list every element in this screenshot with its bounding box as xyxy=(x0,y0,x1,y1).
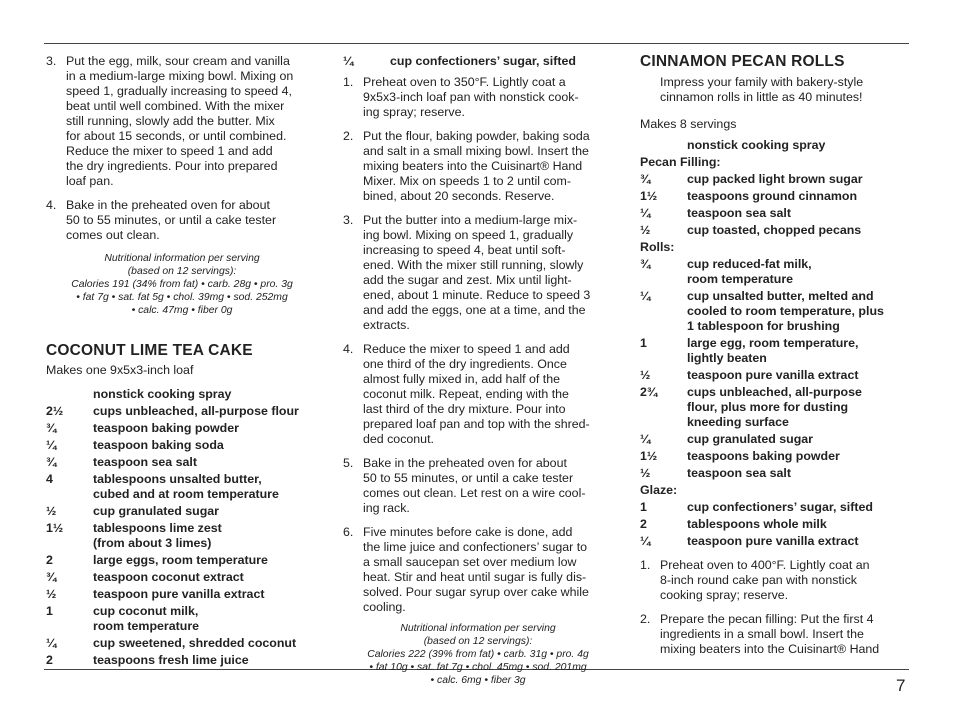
column-right xyxy=(640,54,910,666)
ingredient-quantity: ¼ xyxy=(640,534,651,548)
ingredient-group-label: Rolls: xyxy=(640,240,675,254)
ingredient-row xyxy=(640,432,910,447)
step-line: Reduce the mixer to speed 1 and add xyxy=(66,144,273,158)
step-line: and salt in a small mixing bowl. Insert the xyxy=(363,144,589,158)
nutrition-line: Nutritional information per serving xyxy=(104,253,260,264)
step-line: and add the eggs, one at a time, and the xyxy=(363,303,586,317)
ingredient-row xyxy=(46,438,318,453)
step-number: 2. xyxy=(640,612,651,626)
ingredient-line: nonstick cooking spray xyxy=(687,138,826,152)
ingredient-line: cup granulated sugar xyxy=(93,504,219,518)
column-left xyxy=(46,54,318,670)
ingredient-row xyxy=(640,517,910,532)
step-text xyxy=(363,456,613,516)
ingredient-line: large egg, room temperature, xyxy=(687,336,859,350)
ingredient-description xyxy=(687,172,910,187)
ingredient-quantity: 1½ xyxy=(46,521,64,535)
ingredient-line: teaspoons fresh lime juice xyxy=(93,653,249,667)
ingredient-line: teaspoon sea salt xyxy=(687,206,791,220)
nutrition-line: (based on 12 servings): xyxy=(127,266,237,277)
ingredient-quantity: ¼ xyxy=(640,289,651,303)
step-number: 1. xyxy=(343,75,354,89)
ingredient-line: cup toasted, chopped pecans xyxy=(687,223,862,237)
ingredient-quantity: ¼ xyxy=(640,432,651,446)
ingredient-quantity: 1 xyxy=(640,336,647,350)
ingredient-quantity: ½ xyxy=(46,504,57,518)
step-item xyxy=(343,456,613,516)
ingredient-line: teaspoon pure vanilla extract xyxy=(687,534,859,548)
ingredient-group-label: Glaze: xyxy=(640,483,678,497)
step-line: prepared loaf pan and top with the shred- xyxy=(363,417,590,431)
ingredient-line: large eggs, room temperature xyxy=(93,553,268,567)
ingredient-line: teaspoon baking soda xyxy=(93,438,224,452)
step-line: mixing beaters into the Cuisinart® Hand xyxy=(363,159,583,173)
ingredient-line: teaspoon pure vanilla extract xyxy=(687,368,859,382)
step-line: coconut milk. Repeat, ending with the xyxy=(363,387,569,401)
ingredient-row xyxy=(46,504,318,519)
ingredient-row xyxy=(640,223,910,238)
ingredient-row xyxy=(640,449,910,464)
step-item xyxy=(343,342,613,447)
ingredient-line: (from about 3 limes) xyxy=(93,536,212,550)
step-line: Mixer. Mix on speeds 1 to 2 until com- xyxy=(363,174,571,188)
ingredient-row xyxy=(640,500,910,515)
step-number: 5. xyxy=(343,456,354,470)
ingredient-line: 1 tablespoon for brushing xyxy=(687,319,840,333)
ingredient-quantity: 1 xyxy=(46,604,53,618)
recipe-yield: Makes 8 servings xyxy=(640,117,737,131)
step-line: 50 to 55 minutes, or until a cake tester xyxy=(66,213,277,227)
step-number: 4. xyxy=(343,342,354,356)
step-line: 9x5x3-inch loaf pan with nonstick cook- xyxy=(363,90,579,104)
ingredient-quantity: ¾ xyxy=(640,172,651,186)
ingredient-row xyxy=(640,534,910,549)
nutrition-line: • calc. 47mg • fiber 0g xyxy=(131,305,233,316)
ingredient-quantity: ¼ xyxy=(46,636,57,650)
ingredient-row xyxy=(46,604,318,634)
ingredient-quantity: ¾ xyxy=(640,257,651,271)
page-number: 7 xyxy=(896,676,906,695)
ingredient-row xyxy=(640,336,910,366)
step-line: Prepare the pecan filling: Put the first 4 xyxy=(660,612,874,626)
ingredient-row xyxy=(640,368,910,383)
ingredient-row xyxy=(640,138,910,153)
ingredient-description xyxy=(93,521,318,551)
step-line: for about 15 seconds, or until combined. xyxy=(66,129,287,143)
ingredient-row xyxy=(46,653,318,668)
ingredient-quantity: ¼ xyxy=(343,54,354,68)
ingredient-quantity: ½ xyxy=(46,587,57,601)
ingredient-description xyxy=(93,553,318,568)
step-line: increasing to speed 4, beat until soft- xyxy=(363,243,566,257)
step-line: cooking spray; reserve. xyxy=(660,588,789,602)
ingredient-description xyxy=(687,432,910,447)
ingredient-line: teaspoons ground cinnamon xyxy=(687,189,858,203)
step-line: beat until well combined. With the mixer xyxy=(66,99,285,113)
step-text xyxy=(66,54,318,189)
step-text xyxy=(363,213,613,333)
step-line: ing bowl. Mixing on speed 1, gradually xyxy=(363,228,574,242)
ingredient-row xyxy=(46,404,318,419)
step-line: last third of the dry mixture. Pour into xyxy=(363,402,566,416)
step-line: speed 1, gradually increasing to speed 4, xyxy=(66,84,292,98)
ingredient-quantity: ½ xyxy=(640,368,651,382)
ingredient-description xyxy=(687,449,910,464)
ingredient-description xyxy=(687,189,910,204)
recipe-intro xyxy=(640,75,910,105)
ingredient-description xyxy=(687,534,910,549)
intro-line: Impress your family with bakery-style xyxy=(660,75,864,89)
step-line: ened, about 1 minute. Reduce to speed 3 xyxy=(363,288,591,302)
nutrition-info xyxy=(343,622,613,687)
method-steps xyxy=(343,75,613,615)
ingredient-quantity: 2 xyxy=(46,553,53,567)
step-line: loaf pan. xyxy=(66,174,114,188)
ingredient-description xyxy=(687,385,910,430)
ingredient-description xyxy=(687,289,910,334)
ingredient-line: cup packed light brown sugar xyxy=(687,172,863,186)
ingredient-row xyxy=(46,421,318,436)
column-middle xyxy=(343,54,613,687)
ingredient-row xyxy=(640,257,910,287)
ingredient-description xyxy=(93,504,318,519)
ingredient-quantity: 1½ xyxy=(640,449,658,463)
step-line: Reduce the mixer to speed 1 and add xyxy=(363,342,570,356)
ingredient-row xyxy=(46,455,318,470)
ingredient-description xyxy=(93,587,318,602)
step-item xyxy=(640,558,910,603)
step-line: Bake in the preheated oven for about xyxy=(66,198,270,212)
step-text xyxy=(66,198,318,243)
ingredient-quantity xyxy=(46,387,93,402)
ingredient-row xyxy=(46,553,318,568)
ingredient-description xyxy=(687,336,910,366)
step-line: still running, slowly add the butter. Mix xyxy=(66,114,275,128)
step-line: heat. Stir and heat until sugar is fully dis- xyxy=(363,570,587,584)
ingredient-quantity: ¼ xyxy=(46,438,57,452)
step-item xyxy=(343,129,613,204)
step-line: comes out clean. Let rest on a wire cool- xyxy=(363,486,586,500)
ingredient-line: cup coconut milk, xyxy=(93,604,199,618)
ingredient-line: teaspoon coconut extract xyxy=(93,570,244,584)
step-item xyxy=(46,198,318,243)
ingredient-description: cup confectioners’ sugar, sifted xyxy=(390,54,576,68)
ingredient-description xyxy=(687,368,910,383)
step-text xyxy=(660,612,910,657)
ingredient-list xyxy=(640,138,910,549)
ingredient-quantity: ½ xyxy=(640,466,651,480)
nutrition-line: Calories 222 (39% from fat) • carb. 31g • pro. 4g xyxy=(367,649,589,660)
ingredient-description xyxy=(687,517,910,532)
ingredient-description xyxy=(93,438,318,453)
step-number: 3. xyxy=(46,54,57,68)
previous-recipe-steps xyxy=(46,54,318,243)
nutrition-line: • calc. 6mg • fiber 3g xyxy=(430,675,526,686)
step-text xyxy=(660,558,910,603)
ingredient-quantity: 1½ xyxy=(640,189,658,203)
ingredient-line: cubed and at room temperature xyxy=(93,487,279,501)
step-line: ing spray; reserve. xyxy=(363,105,465,119)
ingredient-row xyxy=(640,385,910,430)
ingredient-line: cup sweetened, shredded coconut xyxy=(93,636,297,650)
step-text xyxy=(363,525,613,615)
ingredient-row xyxy=(640,466,910,481)
step-line: solved. Pour sugar syrup over cake while xyxy=(363,585,589,599)
step-item xyxy=(343,525,613,615)
ingredient-quantity: ¼ xyxy=(640,206,651,220)
step-line: ened. With the mixer still running, slowly xyxy=(363,258,584,272)
step-item xyxy=(343,213,613,333)
ingredient-line: kneeding surface xyxy=(687,415,789,429)
step-item xyxy=(46,54,318,189)
step-line: Put the egg, milk, sour cream and vanilla xyxy=(66,54,290,68)
ingredient-line: cup reduced-fat milk, xyxy=(687,257,812,271)
step-line: a small saucepan set over medium low xyxy=(363,555,577,569)
step-number: 4. xyxy=(46,198,57,212)
nutrition-info xyxy=(46,252,318,317)
ingredient-quantity: 4 xyxy=(46,472,53,486)
step-line: mixing beaters into the Cuisinart® Hand xyxy=(660,642,880,656)
ingredient-line: teaspoon baking powder xyxy=(93,421,239,435)
ingredient-description xyxy=(687,500,910,515)
top-rule xyxy=(44,43,909,44)
ingredient-line: tablespoons whole milk xyxy=(687,517,827,531)
ingredient-quantity: 2 xyxy=(640,517,647,531)
ingredient-row xyxy=(46,472,318,502)
ingredient-description xyxy=(93,455,318,470)
step-line: almost fully mixed in, add half of the xyxy=(363,372,560,386)
nutrition-line: • fat 7g • sat. fat 5g • chol. 39mg • sod. 252mg xyxy=(76,292,288,303)
ingredient-row xyxy=(46,521,318,551)
step-line: ingredients in a small bowl. Insert the xyxy=(660,627,864,641)
ingredient-description xyxy=(93,404,318,419)
ingredient-line: teaspoon sea salt xyxy=(93,455,197,469)
ingredient-description xyxy=(687,466,910,481)
step-text xyxy=(363,342,613,447)
ingredient-quantity: ¾ xyxy=(46,421,57,435)
method-steps xyxy=(640,558,910,657)
nutrition-line: • fat 10g • sat. fat 7g • chol. 45mg • sod. 201mg xyxy=(369,662,587,673)
intro-line: cinnamon rolls in little as 40 minutes! xyxy=(660,90,863,104)
ingredient-description xyxy=(93,636,318,651)
step-line: bined, about 20 seconds. Reserve. xyxy=(363,189,555,203)
ingredient-line: flour, plus more for dusting xyxy=(687,400,849,414)
ingredient-row xyxy=(640,172,910,187)
recipe-title: CINNAMON PECAN ROLLS xyxy=(640,53,845,70)
ingredient-description xyxy=(687,138,910,153)
ingredient-description xyxy=(93,472,318,502)
step-line: cooling. xyxy=(363,600,406,614)
ingredient-row xyxy=(343,54,613,69)
recipe-title: COCONUT LIME TEA CAKE xyxy=(46,342,253,359)
ingredient-description xyxy=(687,223,910,238)
nutrition-line: Nutritional information per serving xyxy=(400,623,556,634)
ingredient-quantity: 2 xyxy=(46,653,53,667)
ingredient-line: teaspoons baking powder xyxy=(687,449,840,463)
ingredient-quantity: ¾ xyxy=(46,455,57,469)
step-line: one third of the dry ingredients. Once xyxy=(363,357,567,371)
ingredient-quantity: ½ xyxy=(640,223,651,237)
ingredient-line: room temperature xyxy=(93,619,200,633)
ingredient-line: cups unbleached, all-purpose flour xyxy=(93,404,299,418)
ingredient-line: lightly beaten xyxy=(687,351,767,365)
ingredient-row xyxy=(640,206,910,221)
step-line: in a medium-large mixing bowl. Mixing on xyxy=(66,69,294,83)
ingredient-line: tablespoons lime zest xyxy=(93,521,222,535)
ingredient-line: room temperature xyxy=(687,272,794,286)
step-line: 50 to 55 minutes, or until a cake tester xyxy=(363,471,574,485)
step-line: the dry ingredients. Pour into prepared xyxy=(66,159,278,173)
ingredient-row xyxy=(46,587,318,602)
step-line: the lime juice and confectioners’ sugar to xyxy=(363,540,588,554)
step-line: ded coconut. xyxy=(363,432,434,446)
ingredient-description xyxy=(93,570,318,585)
ingredient-line: cups unbleached, all-purpose xyxy=(687,385,862,399)
step-line: extracts. xyxy=(363,318,410,332)
recipe-yield: Makes one 9x5x3-inch loaf xyxy=(46,363,194,377)
ingredient-quantity: 2½ xyxy=(46,404,64,418)
ingredient-quantity: 1 xyxy=(640,500,647,514)
ingredient-row xyxy=(46,636,318,651)
step-line: Bake in the preheated oven for about xyxy=(363,456,567,470)
step-line: Put the flour, baking powder, baking soda xyxy=(363,129,590,143)
ingredient-group-label: Pecan Filling: xyxy=(640,155,721,169)
step-item xyxy=(343,75,613,120)
ingredient-quantity: 2¾ xyxy=(640,385,658,399)
step-line: Put the butter into a medium-large mix- xyxy=(363,213,578,227)
ingredient-row xyxy=(46,387,318,402)
ingredient-description xyxy=(93,653,318,668)
step-number: 6. xyxy=(343,525,354,539)
ingredient-description xyxy=(93,387,318,402)
ingredient-line: tablespoons unsalted butter, xyxy=(93,472,262,486)
ingredient-line: teaspoon pure vanilla extract xyxy=(93,587,265,601)
step-line: ing rack. xyxy=(363,501,410,515)
ingredient-list xyxy=(46,387,318,668)
step-line: add the sugar and zest. Mix until light- xyxy=(363,273,572,287)
step-line: comes out clean. xyxy=(66,228,160,242)
ingredient-description xyxy=(687,257,910,287)
ingredient-description xyxy=(93,604,318,634)
ingredient-line: nonstick cooking spray xyxy=(93,387,232,401)
ingredient-line: cup granulated sugar xyxy=(687,432,813,446)
step-line: 8-inch round cake pan with nonstick xyxy=(660,573,857,587)
nutrition-line: Calories 191 (34% from fat) • carb. 28g • pro. 3g xyxy=(71,279,293,290)
step-number: 2. xyxy=(343,129,354,143)
step-line: Five minutes before cake is done, add xyxy=(363,525,573,539)
ingredient-quantity xyxy=(640,138,687,153)
nutrition-line: (based on 12 servings): xyxy=(423,636,533,647)
ingredient-row xyxy=(640,289,910,334)
step-number: 3. xyxy=(343,213,354,227)
ingredient-line: cup unsalted butter, melted and xyxy=(687,289,874,303)
ingredient-line: teaspoon sea salt xyxy=(687,466,791,480)
ingredient-row xyxy=(46,570,318,585)
step-line: Preheat oven to 400°F. Lightly coat an xyxy=(660,558,870,572)
step-line: Preheat oven to 350°F. Lightly coat a xyxy=(363,75,566,89)
ingredient-row xyxy=(640,189,910,204)
ingredient-line: cooled to room temperature, plus xyxy=(687,304,884,318)
step-number: 1. xyxy=(640,558,651,572)
step-text xyxy=(363,75,613,120)
ingredient-quantity: ¾ xyxy=(46,570,57,584)
ingredient-description xyxy=(687,206,910,221)
ingredient-line: cup confectioners’ sugar, sifted xyxy=(687,500,873,514)
step-item xyxy=(640,612,910,657)
step-text xyxy=(363,129,613,204)
ingredient-description xyxy=(93,421,318,436)
